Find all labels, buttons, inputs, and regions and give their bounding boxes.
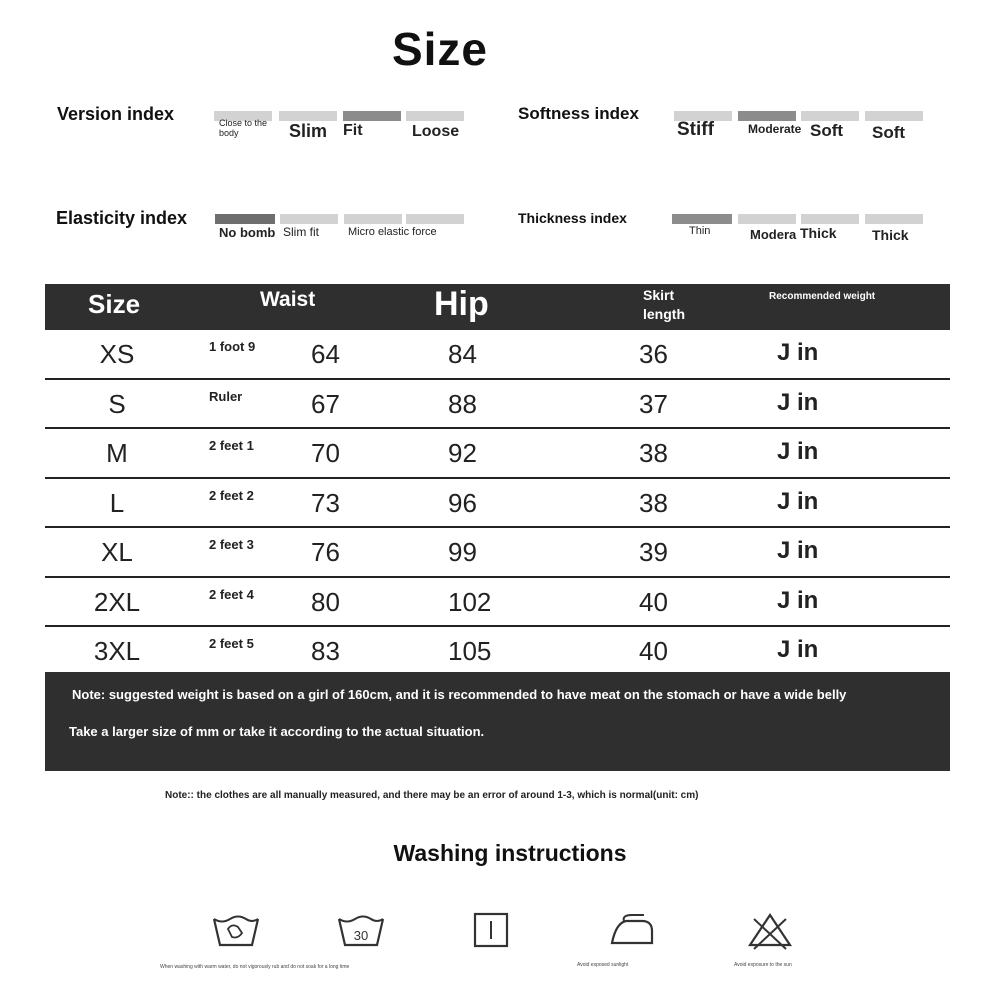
- table-row: [45, 429, 950, 479]
- note-box: [45, 672, 950, 771]
- cell-weight: J in: [777, 388, 819, 416]
- wash-note-1: When washing with warm water, do not vigorously rub and do not soak for a long time: [160, 964, 350, 970]
- size-table-header: [45, 284, 950, 330]
- thickness-bar-1: [672, 214, 732, 224]
- thickness-option-thin: Thin: [689, 225, 711, 237]
- wash-temperature: 30: [353, 928, 369, 943]
- version-bar-2: [279, 111, 337, 121]
- thickness-bar-4: [865, 214, 923, 224]
- cell-note: 2 feet 1: [209, 438, 254, 453]
- cell-hip: 99: [448, 537, 477, 567]
- cell-weight: J in: [777, 636, 819, 663]
- version-bar-3: [343, 111, 401, 121]
- cell-waist: 64: [311, 339, 340, 369]
- table-row: [45, 528, 950, 578]
- cell-waist: 76: [311, 537, 340, 567]
- softness-bar-2: [738, 111, 796, 121]
- elasticity-bar-3: [344, 214, 402, 224]
- version-bar-4: [406, 111, 464, 121]
- softness-bar-3: [801, 111, 859, 121]
- elasticity-option-micro-elastic: Micro elastic force: [348, 226, 437, 238]
- cell-note: 2 feet 2: [209, 487, 254, 503]
- version-option-close: Close to the body: [219, 118, 268, 138]
- header-waist: Waist: [260, 288, 316, 311]
- softness-bar-4: [865, 111, 923, 121]
- softness-index-label: Softness index: [518, 104, 639, 123]
- cell-skirt: 40: [639, 636, 668, 666]
- elasticity-bar-4: [406, 214, 464, 224]
- cell-weight: J in: [777, 487, 819, 515]
- cell-note: 1 foot 9: [209, 339, 256, 354]
- softness-option-soft-2: Soft: [872, 123, 906, 142]
- cell-waist: 67: [311, 388, 340, 419]
- thickness-option-thick-1: Thick: [800, 225, 837, 241]
- cell-skirt: 37: [639, 388, 668, 419]
- elasticity-bar-1: [215, 214, 275, 224]
- thickness-option-modera: Modera: [750, 227, 797, 242]
- cell-waist: 83: [311, 636, 340, 666]
- note-line-1: Note: suggested weight is based on a girl of 160cm, and it is recommended to have meat on the stomach or have a wide belly: [72, 687, 847, 702]
- header-hip: Hip: [434, 285, 489, 323]
- cell-note: 2 feet 3: [209, 537, 254, 552]
- table-row: [45, 578, 950, 628]
- cell-size: M: [106, 438, 128, 468]
- cell-size: S: [108, 388, 126, 419]
- softness-option-soft-1: Soft: [810, 121, 844, 140]
- cell-hip: 92: [448, 438, 477, 468]
- cell-size: 3XL: [93, 636, 141, 666]
- hand-wash-icon: [208, 905, 264, 961]
- wash-note-2: Avoid exposed sunlight: [577, 962, 629, 968]
- size-table: [45, 284, 950, 677]
- table-row: [45, 479, 950, 529]
- note-line-2: Take a larger size of mm or take it according to the actual situation.: [69, 724, 485, 739]
- version-option-slim: Slim: [289, 121, 328, 141]
- thickness-bar-3: [801, 214, 859, 224]
- cell-skirt: 39: [639, 537, 668, 567]
- softness-option-stiff: Stiff: [677, 119, 714, 140]
- cell-hip: 88: [448, 388, 477, 419]
- cell-waist: 80: [311, 586, 340, 617]
- cell-note: 2 feet 4: [209, 586, 254, 602]
- table-row: [45, 627, 950, 677]
- wash-note-3: Avoid exposure to the sun: [734, 962, 792, 968]
- no-bleach-icon: [742, 905, 798, 961]
- page-title: Size: [391, 23, 489, 75]
- cell-size: L: [109, 487, 125, 518]
- cell-skirt: 36: [639, 339, 668, 369]
- table-row: [45, 330, 950, 380]
- elasticity-index-label: Elasticity index: [56, 208, 188, 228]
- washing-title: Washing instructions: [393, 840, 627, 866]
- size-table-body: [45, 330, 950, 677]
- softness-option-moderate: Moderate: [748, 122, 802, 136]
- version-option-loose: Loose: [412, 123, 460, 140]
- cell-size: XL: [101, 537, 133, 567]
- header-recommended-weight: Recommended weight: [769, 291, 876, 302]
- elasticity-option-no-bomb: No bomb: [219, 225, 276, 240]
- cell-weight: J in: [777, 339, 819, 366]
- cell-waist: 73: [311, 487, 340, 518]
- cell-hip: 84: [448, 339, 477, 369]
- cell-hip: 105: [448, 636, 492, 666]
- cell-skirt: 38: [639, 438, 668, 468]
- version-index-label: Version index: [57, 104, 175, 124]
- cell-waist: 70: [311, 438, 340, 468]
- header-skirt: Skirt: [643, 287, 675, 303]
- elasticity-option-slim-fit: Slim fit: [283, 225, 319, 239]
- table-row: [45, 380, 950, 430]
- measurement-footnote: Note:: the clothes are all manually measured, and there may be an error of around 1-3, which is normal(unit: cm): [165, 790, 699, 801]
- cell-hip: 102: [448, 586, 492, 617]
- cell-note: Ruler: [209, 388, 243, 404]
- tumble-dry-icon: [464, 905, 520, 961]
- cell-size: XS: [99, 339, 135, 369]
- cell-hip: 96: [448, 487, 477, 518]
- cell-weight: J in: [777, 586, 819, 614]
- thickness-bar-2: [738, 214, 796, 224]
- thickness-option-thick-2: Thick: [872, 227, 909, 243]
- cell-size: 2XL: [93, 586, 141, 617]
- wash-30-icon: [333, 905, 389, 961]
- elasticity-bar-2: [280, 214, 338, 224]
- version-option-fit: Fit: [343, 122, 363, 139]
- cell-skirt: 38: [639, 487, 668, 518]
- cell-weight: J in: [777, 438, 819, 465]
- thickness-index-label: Thickness index: [518, 210, 627, 226]
- header-skirt-length: length: [643, 306, 685, 322]
- cell-weight: J in: [777, 537, 819, 564]
- cell-skirt: 40: [639, 586, 668, 617]
- header-size: Size: [88, 289, 141, 319]
- cell-note: 2 feet 5: [209, 636, 254, 651]
- iron-icon: [604, 905, 660, 961]
